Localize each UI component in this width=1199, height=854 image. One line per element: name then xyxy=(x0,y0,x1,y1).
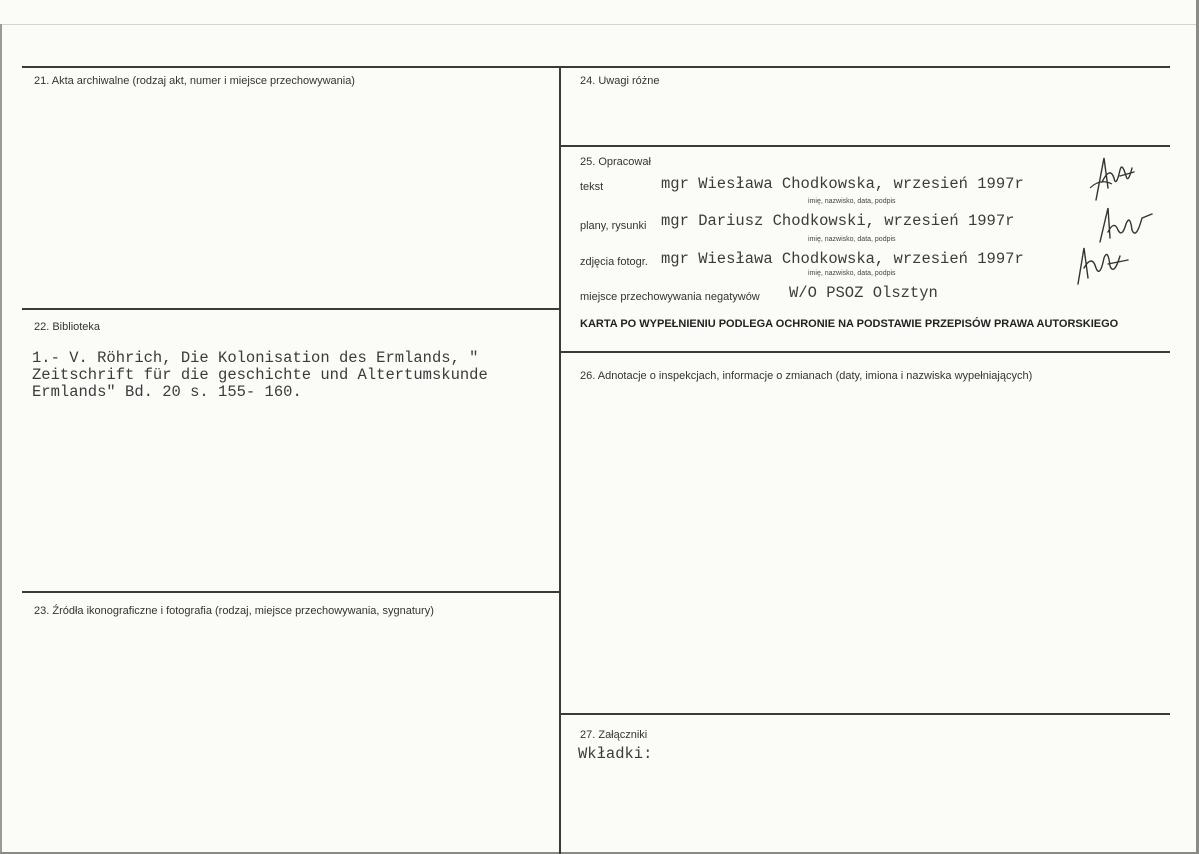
tekst-value: mgr Wiesława Chodkowska, wrzesień 1997r xyxy=(661,175,1024,193)
biblioteka-entry xyxy=(32,350,488,401)
rule-24-25 xyxy=(560,145,1170,147)
plany-label: plany, rysunki xyxy=(580,220,647,232)
zdjecia-value: mgr Wiesława Chodkowska, wrzesień 1997r xyxy=(661,250,1024,268)
zdjecia-label: zdjęcia fotogr. xyxy=(580,256,648,268)
field-27-label: 27. Załączniki xyxy=(580,729,648,741)
biblioteka-line: 1.- V. Röhrich, Die Kolonisation des Ermlands, " xyxy=(32,349,479,367)
biblioteka-line: Ermlands" Bd. 20 s. 155- 160. xyxy=(32,383,302,401)
field-26-label: 26. Adnotacje o inspekcjach, informacje o zmianach (daty, imiona i nazwiska wypełniających) xyxy=(580,370,1033,382)
zdjecia-caption: imię, nazwisko, data, podpis xyxy=(808,270,896,277)
rule-26-27 xyxy=(560,713,1170,715)
top-rule xyxy=(22,66,1170,68)
sheet-top-edge xyxy=(0,24,1199,25)
biblioteka-line: Zeitschrift für die geschichte und Altertumskunde xyxy=(32,366,488,384)
plany-caption: imię, nazwisko, data, podpis xyxy=(808,236,896,243)
field-24-label: 24. Uwagi różne xyxy=(580,75,660,87)
center-divider xyxy=(559,66,561,854)
field-25-label: 25. Opracował xyxy=(580,156,651,168)
plany-value: mgr Dariusz Chodkowski, wrzesień 1997r xyxy=(661,212,1015,230)
field-21-label: 21. Akta archiwalne (rodzaj akt, numer i miejsce przechowywania) xyxy=(34,75,355,87)
signature-1-icon xyxy=(1082,148,1142,204)
tekst-caption: imię, nazwisko, data, podpis xyxy=(808,198,896,205)
zalaczniki-value: Wkładki: xyxy=(578,745,653,763)
negatywy-value: W/O PSOZ Olsztyn xyxy=(789,284,938,302)
rule-25-26 xyxy=(560,351,1170,353)
signature-3-icon xyxy=(1068,238,1134,288)
field-22-label: 22. Biblioteka xyxy=(34,321,101,333)
field-23-label: 23. Źródła ikonograficzne i fotografia (rodzaj, miejsce przechowywania, sygnatury) xyxy=(34,605,434,617)
sheet-left-edge xyxy=(0,24,2,854)
rule-22-23 xyxy=(22,591,560,593)
copyright-note: KARTA PO WYPEŁNIENIU PODLEGA OCHRONIE NA PODSTAWIE PRZEPISÓW PRAWA AUTORSKIEGO xyxy=(580,318,1119,330)
negatywy-label: miejsce przechowywania negatywów xyxy=(580,291,760,303)
tekst-label: tekst xyxy=(580,181,604,193)
rule-21-22 xyxy=(22,308,560,310)
